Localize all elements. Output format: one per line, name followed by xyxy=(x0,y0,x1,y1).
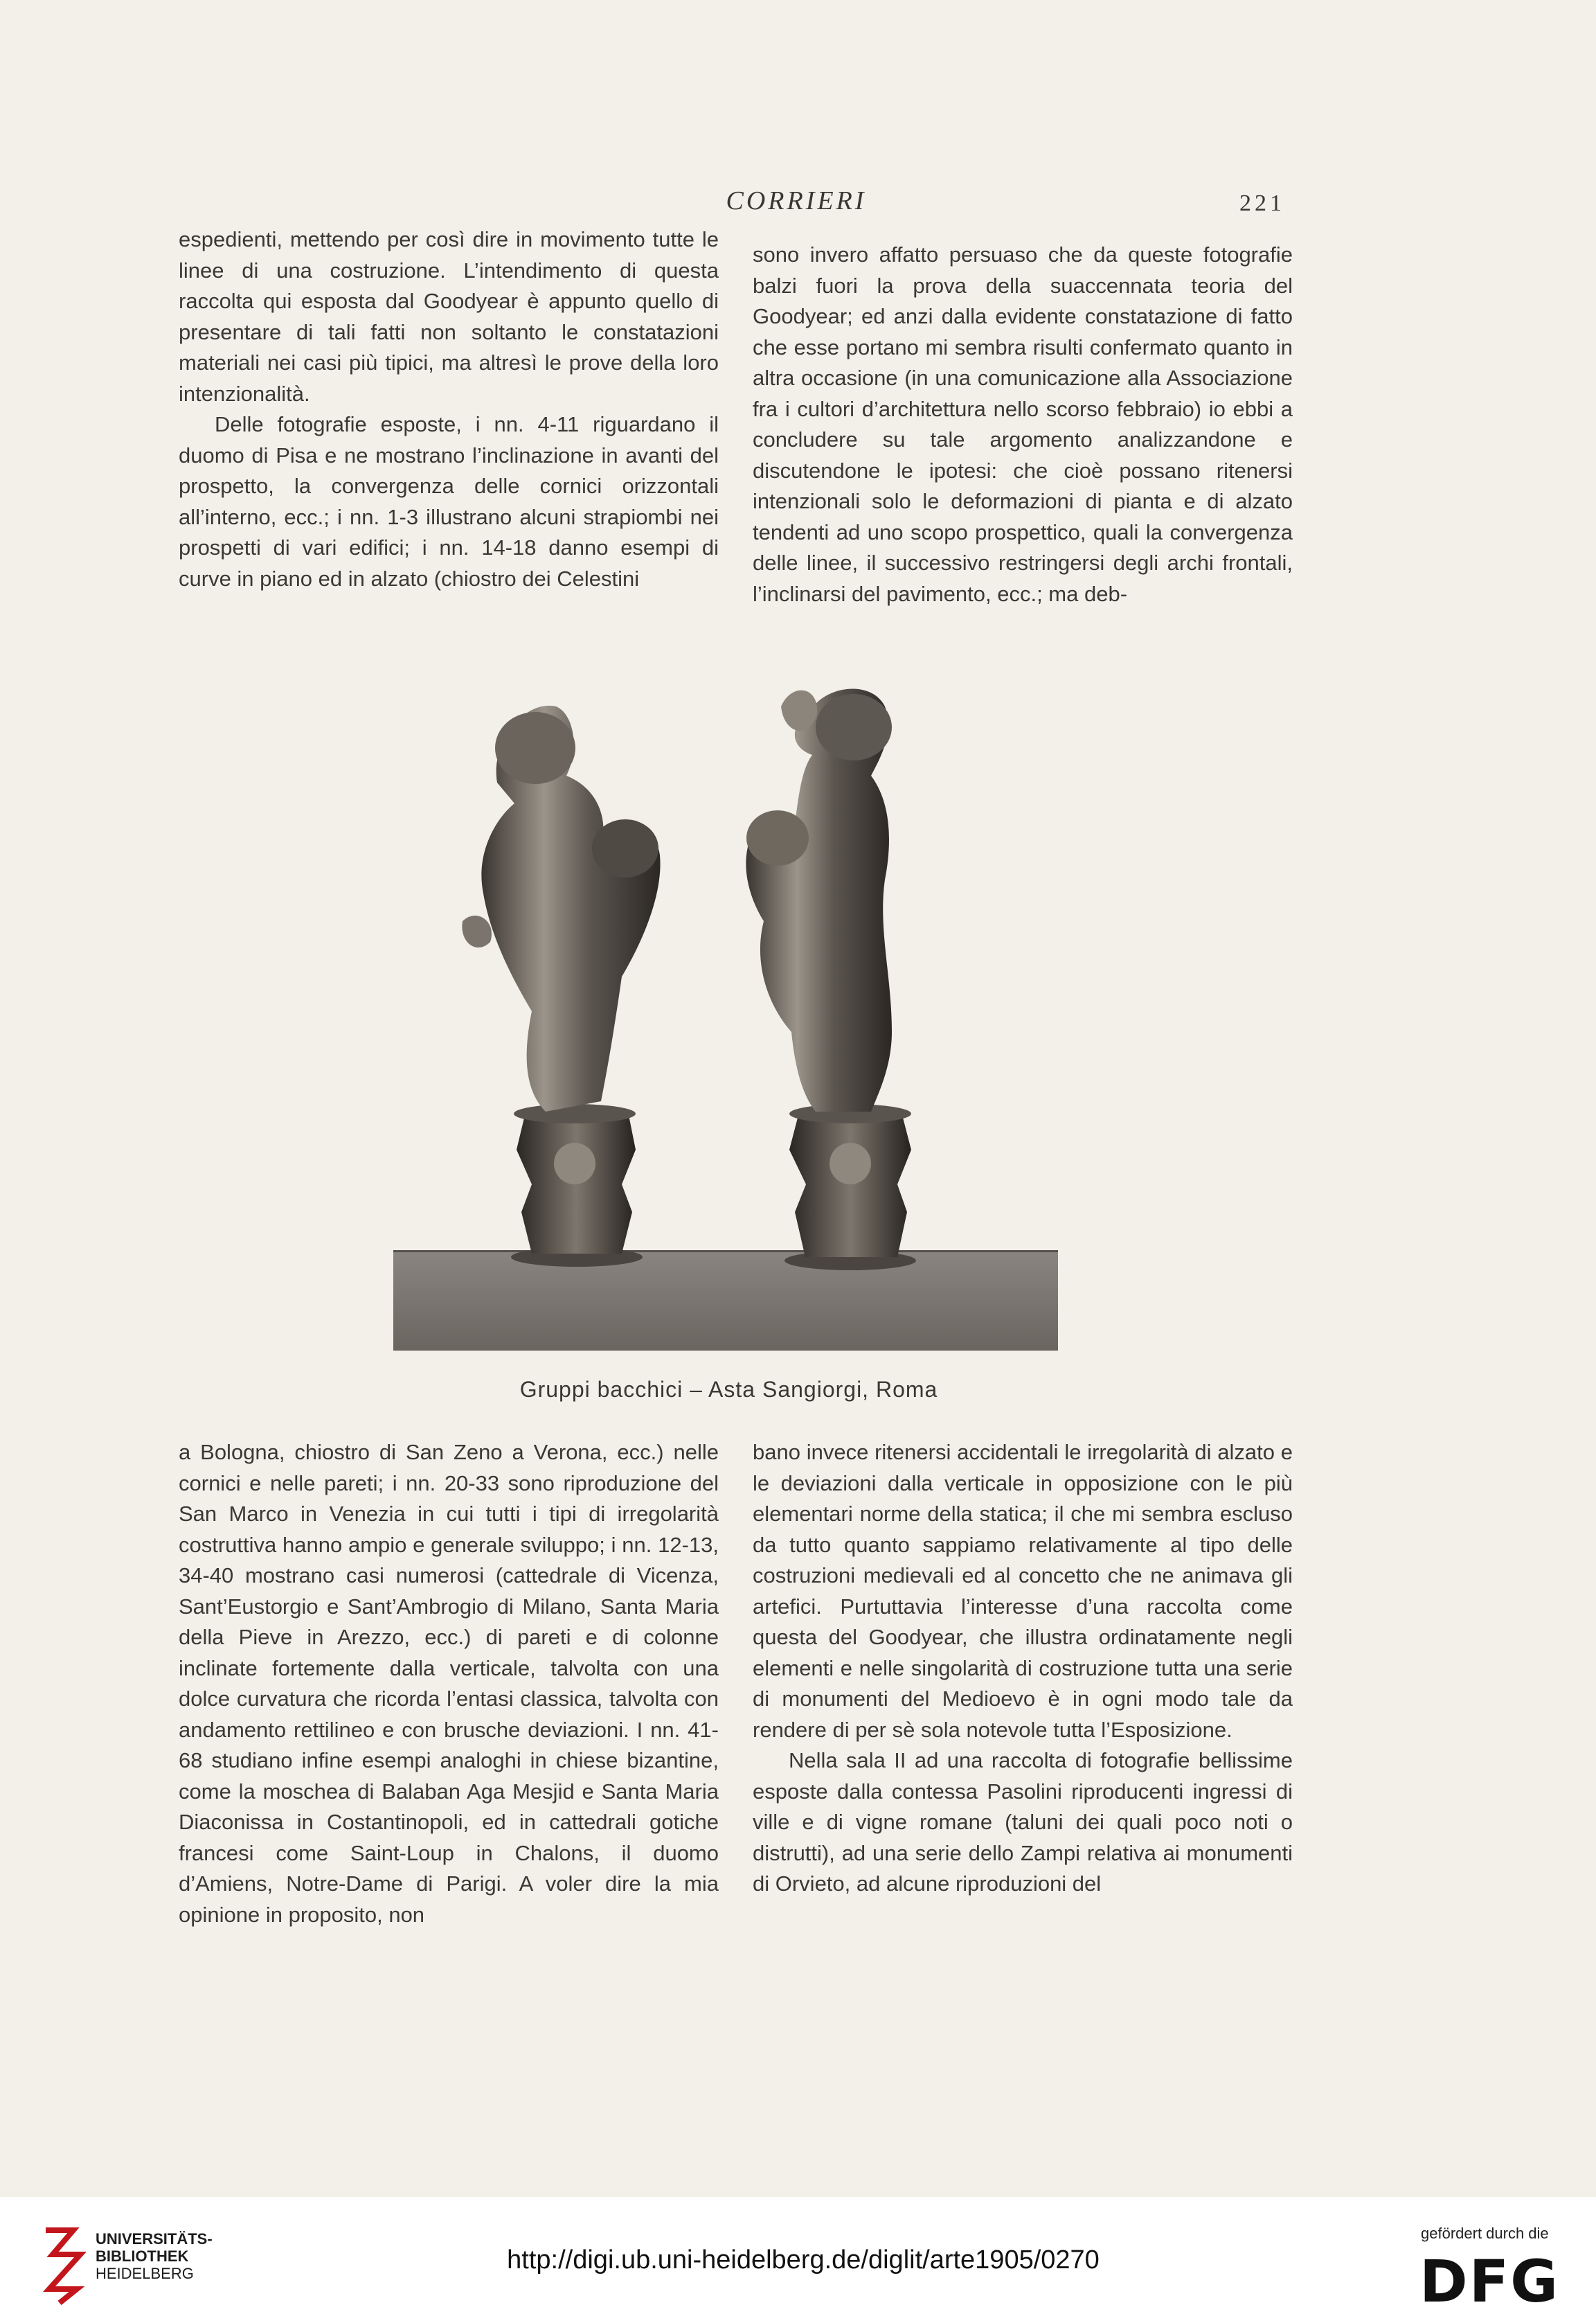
permalink-url[interactable]: http://digi.ub.uni-heidelberg.de/diglit/arte1905/0270 xyxy=(507,2245,1100,2275)
library-name: UNIVERSITÄTS- BIBLIOTHEK HEIDELBERG xyxy=(96,2230,213,2282)
paragraph: bano invece ritenersi accidentali le irregolarità di alzato e le deviazioni dalla verticale in opposizione con le più elementari norme della statica; il che mi sembra escluso da tutto quanto sappiamo relativamente al tipo delle costruzioni medievali ed al concetto che ne animava gli artefici. Purtuttavia l’interesse d’una raccolta come questa del Goodyear, che illustra ordinatamente negli elementi e nelle singolarità di costruzione tutta una serie di monumenti del Medioevo è in ogni modo tale da rendere di per sè sola notevole tutta l’Esposizione. xyxy=(753,1440,1293,1742)
paragraph: sono invero affatto persuaso che da queste fotografie balzi fuori la prova della suaccennata teoria del Goodyear; ed anzi dalla evidente constatazione di fatto che esse portano mi sembra risulti confermato quanto in altra occasione (in una comunicazione alla Associazione fra i cultori d’architettura nello scorso febbraio) io ebbi a concludere su tale argomento analizzandone e discutendone le ipotesi: che cioè possano ritenersi intenzionali solo le deformazioni di pianta e di alzato tendenti ad uno scopo prospettico, quali la convergenza delle linee, il successivo restringersi degli archi frontali, l’inclinarsi del pavimento, ecc.; ma deb- xyxy=(753,242,1293,606)
funding-label: gefördert durch die xyxy=(1421,2225,1549,2242)
paragraph: Nella sala II ad una raccolta di fotografie bellissime esposte dalla contessa Pasolini riproducenti ingressi di ville e di vigne romane (taluni dei quali poco noti o distrutti), ad una serie dello Zampi relativa ai monumenti di Orvieto, ad alcune riproduzioni del xyxy=(753,1748,1293,1896)
paragraph: a Bologna, chiostro di San Zeno a Verona, ecc.) nelle cornici e nelle pareti; i nn. 20-33 sono riproduzione del San Marco in Venezia in cui tutti i tipi di irregolarità costruttiva hanno ampio e generale sviluppo; i nn. 12-13, 34-40 mostrano casi numerosi (cattedrale di Vicenza, Sant’Eustorgio e Sant’Ambrogio di Milano, Santa Maria della Pieve in Arezzo, ecc.) di pareti e di colonne inclinate fortemente dalla verticale, talvolta con una dolce curvatura che ricorda l’entasi classica, talvolta con andamento rettilineo e con brusche deviazioni. I nn. 41-68 studiano infine esempi analoghi in chiese bizantine, come la moschea di Balaban Aga Mesjid e Santa Maria Diaconissa in Costantinopoli, ed in cattedrali gotiche francesi come Saint-Loup in Chalons, il duomo d’Amiens, Notre-Dame di Parigi. A voler dire la mia opinione in proposito, non xyxy=(179,1440,719,1927)
digitization-footer xyxy=(0,2197,1596,2323)
sculpture-photograph xyxy=(393,616,1058,1351)
university-library-logo-icon xyxy=(39,2223,87,2306)
paragraph: Delle fotografie esposte, i nn. 4-11 riguardano il duomo di Pisa e ne mostrano l’inclinazione in avanti del prospetto, la convergenza delle cornici orizzontali all’interno, ecc.; i nn. 1-3 illustrano alcuni strapiombi nei prospetti di vari edifici; i nn. 14-18 danno esempi di curve in piano ed in alzato (chiostro dei Celestini xyxy=(179,412,719,591)
column-bottom-left xyxy=(179,1437,719,1930)
running-header: CORRIERI xyxy=(726,186,867,215)
page-number: 221 xyxy=(1239,190,1285,216)
bacchic-groups-image xyxy=(393,616,1058,1351)
paragraph: espedienti, mettendo per così dire in movimento tutte le linee di una costruzione. L’intendimento di questa raccolta qui esposta dal Goodyear è appunto quello di presentare di tali fatti non soltanto le constatazioni materiali nei casi più tipici, ma altresì le prove della loro intenzionalità. xyxy=(179,227,719,406)
right-statue xyxy=(746,689,916,1270)
column-top-left xyxy=(179,224,719,594)
figure-caption: Gruppi bacchici – Asta Sangiorgi, Roma xyxy=(519,1377,938,1402)
dfg-logo: DFG xyxy=(1419,2248,1560,2315)
column-top-right xyxy=(753,240,1293,609)
column-bottom-right xyxy=(753,1437,1293,1900)
left-statue xyxy=(462,706,660,1267)
